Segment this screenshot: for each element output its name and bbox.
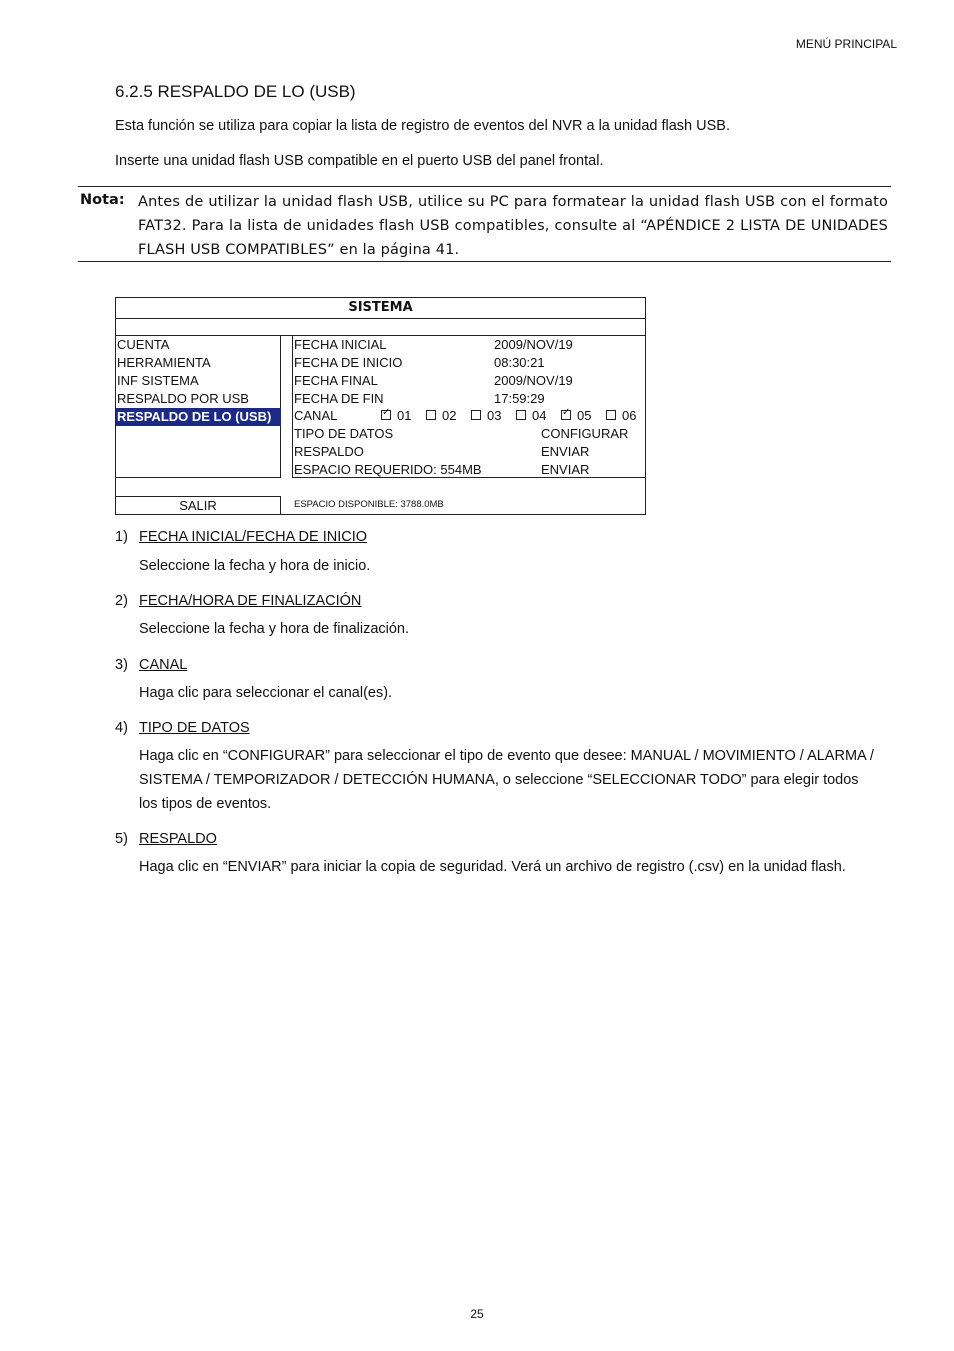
list-body: Haga clic en “CONFIGURAR” para seleccionar el tipo de evento que desee: MANUAL / MOVIMIENTO / ALARMA / SISTEMA / TEMPORIZADOR / DETECCIÓN HUMANA, o seleccione “SELECCIONAR TODO” para elegir todos los tipos de eventos. [139,748,874,812]
channel-01-label: 01 [397,408,412,423]
section-title: 6.2.5 RESPALDO DE LO (USB) [115,82,356,101]
menu-list [116,336,281,478]
list-body: Seleccione la fecha y hora de finalización. [139,621,410,637]
channel-05-label: 05 [577,408,592,423]
note-label: Nota: [80,192,125,208]
channel-row [294,407,644,425]
start-time-label: FECHA DE INICIO [294,355,403,370]
end-time-value[interactable]: 17:59:29 [494,391,545,406]
page-number: 25 [470,1307,484,1321]
menu-item-account[interactable]: CUENTA [117,337,170,352]
channel-label: CANAL [294,408,338,423]
required-space-send-button[interactable]: ENVIAR [541,462,590,477]
backup-send-button[interactable]: ENVIAR [541,444,590,459]
list-number: 1) [115,529,128,545]
checkbox-unchecked-icon [426,410,436,420]
end-date-value[interactable]: 2009/NOV/19 [494,373,573,388]
menu-item-tools[interactable]: HERRAMIENTA [117,355,211,370]
configure-button[interactable]: CONFIGURAR [541,426,629,441]
channel-03-label: 03 [487,408,502,423]
channel-06-checkbox[interactable] [606,407,636,425]
list-heading: FECHA/HORA DE FINALIZACIÓN [139,593,362,609]
checkbox-unchecked-icon [471,410,481,420]
list-body: Haga clic en “ENVIAR” para iniciar la copia de seguridad. Verá un archivo de registro (.csv) en la unidad flash. [139,859,846,875]
checkbox-checked-icon [381,410,391,420]
start-date-value[interactable]: 2009/NOV/19 [494,337,573,352]
menu-item-system-info[interactable]: INF SISTEMA [117,373,199,388]
data-type-label: TIPO DE DATOS [294,426,394,441]
channel-01-checkbox[interactable] [381,407,411,425]
backup-label: RESPALDO [294,444,364,459]
intro-paragraph: Esta función se utiliza para copiar la lista de registro de eventos del NVR a la unidad flash USB. [115,118,730,134]
menu-item-usb-backup[interactable]: RESPALDO POR USB [117,391,249,406]
note-text: Antes de utilizar la unidad flash USB, utilice su PC para formatear la unidad flash USB con el formato FAT32. Para la lista de unidades flash USB compatibles, consulte al “APÉNDICE 2 LISTA DE UNIDADES FLASH USB COMPATIBLES” en la página 41. [138,194,888,258]
start-time-value[interactable]: 08:30:21 [494,355,545,370]
menu-item-log-backup[interactable]: RESPALDO DE LO (USB) [116,408,281,426]
running-header: MENÚ PRINCIPAL [795,37,897,51]
channel-02-label: 02 [442,408,457,423]
checkbox-unchecked-icon [516,410,526,420]
instruction-paragraph: Inserte una unidad flash USB compatible en el puerto USB del panel frontal. [115,153,604,169]
note-box [78,186,891,262]
checkbox-unchecked-icon [606,410,616,420]
list-number: 2) [115,593,128,609]
end-date-label: FECHA FINAL [294,373,378,388]
channel-06-label: 06 [622,408,637,423]
list-number: 3) [115,657,128,673]
system-menu-panel [115,297,646,515]
panel-spacer [116,319,645,336]
list-number: 5) [115,831,128,847]
list-body: Haga clic para seleccionar el canal(es). [139,685,393,701]
panel-title: SISTEMA [116,298,645,319]
required-space-label: ESPACIO REQUERIDO: 554MB [294,462,482,477]
exit-button[interactable]: SALIR [116,496,281,514]
channel-04-checkbox[interactable] [516,407,546,425]
end-time-label: FECHA DE FIN [294,391,384,406]
channel-03-checkbox[interactable] [471,407,501,425]
channel-05-checkbox[interactable] [561,407,591,425]
channel-02-checkbox[interactable] [426,407,456,425]
list-heading: FECHA INICIAL/FECHA DE INICIO [139,529,368,545]
start-date-label: FECHA INICIAL [294,337,387,352]
list-heading: RESPALDO [139,831,217,847]
list-heading: TIPO DE DATOS [139,720,250,736]
list-heading: CANAL [139,657,188,673]
available-space-text: ESPACIO DISPONIBLE: 3788.0MB [294,499,444,510]
list-number: 4) [115,720,128,736]
channel-04-label: 04 [532,408,547,423]
checkbox-checked-icon [561,410,571,420]
list-body: Seleccione la fecha y hora de inicio. [139,558,371,574]
detail-panel [292,336,646,478]
